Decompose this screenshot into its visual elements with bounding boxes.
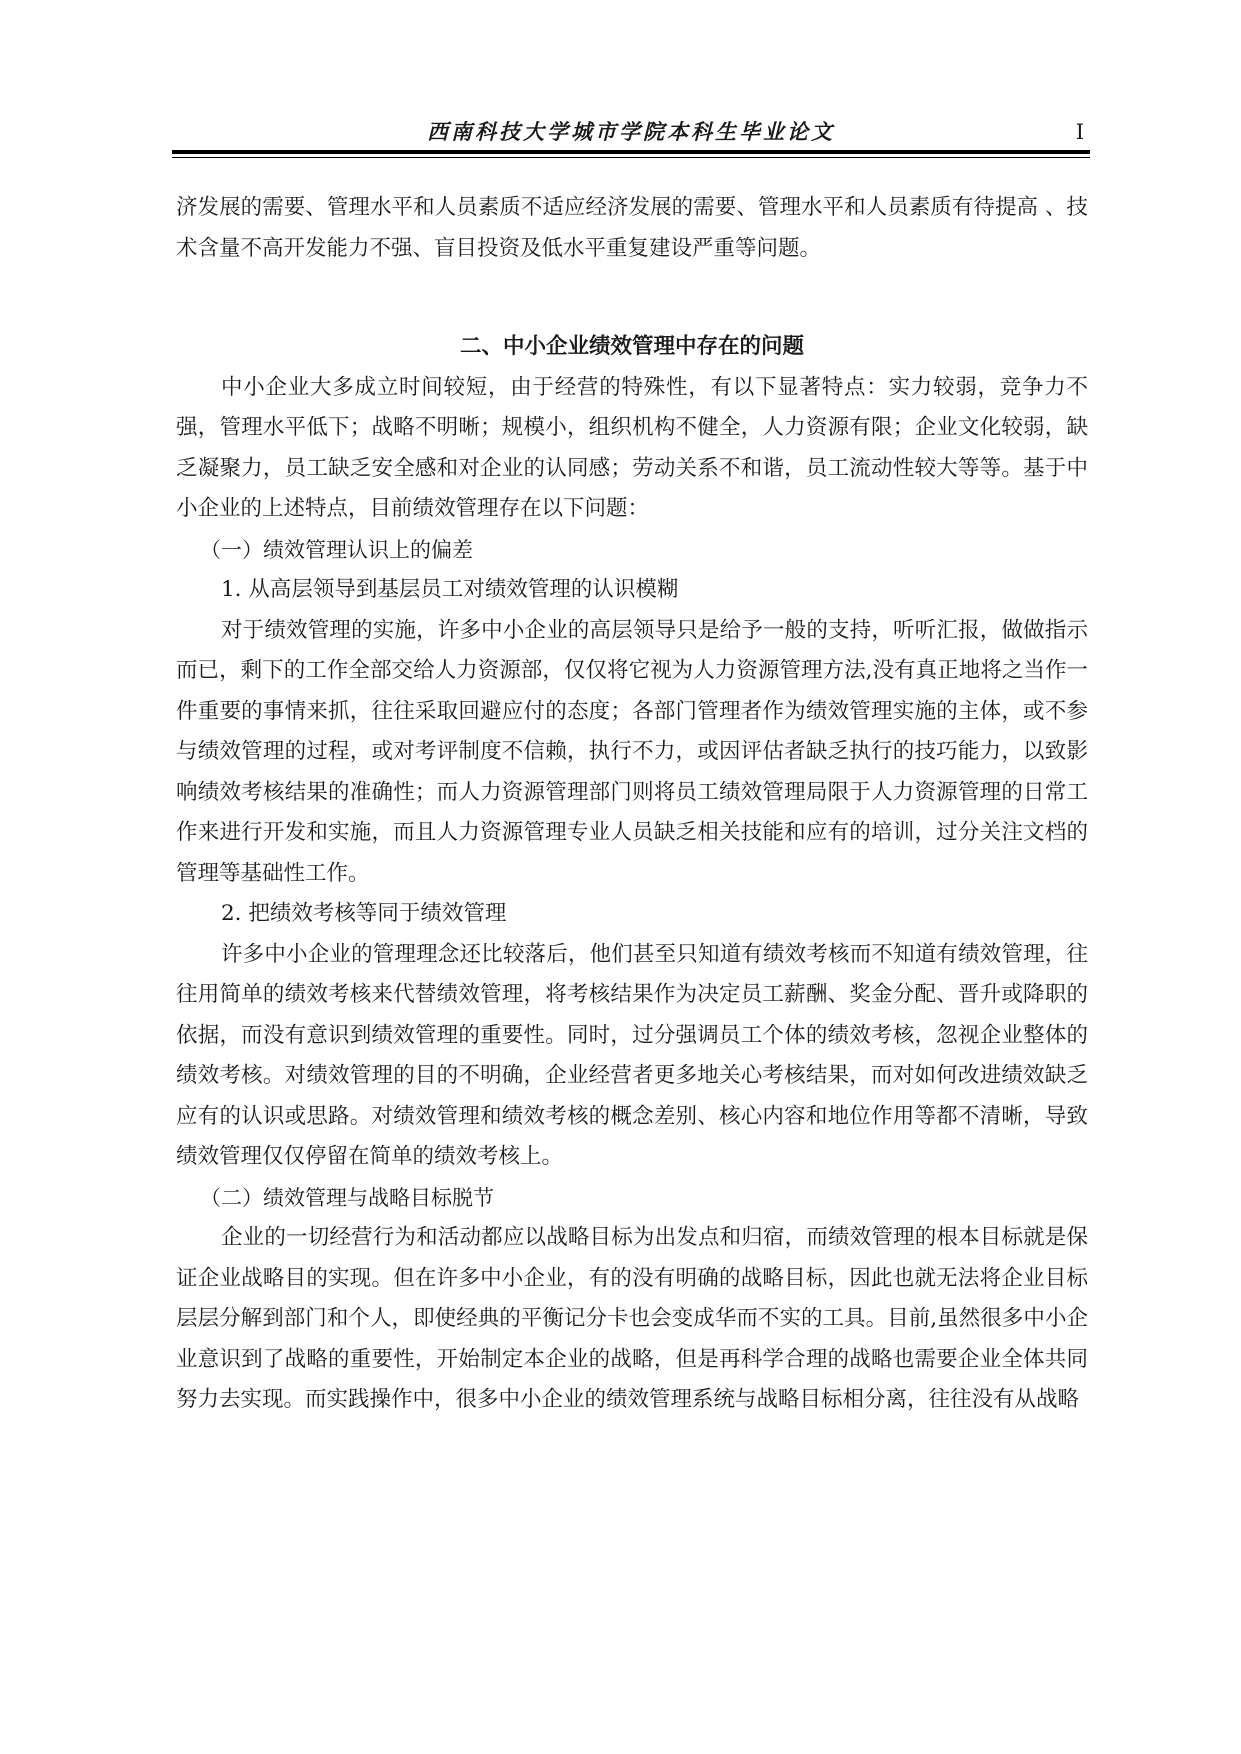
- page-number: I: [1075, 120, 1084, 144]
- item-paragraph-1: 对于绩效管理的实施，许多中小企业的高层领导只是给予一般的支持，听听汇报，做做指示而已，剩下的工作全部交给人力资源部，仅仅将它视为人力资源管理方法,没有真正地将之当作一件重要的事情来抓，往往采取回避应付的态度；各部门管理者作为绩效管理实施的主体，或不参与绩效管理的过程，或对考评制度不信赖，执行不力，或因评估者缺乏执行的技巧能力，以致影响绩效考核结果的准确性；而人力资源管理部门则将员工绩效管理局限于人力资源管理的日常工作来进行开发和实施，而且人力资源管理专业人员缺乏相关技能和应有的培训，过分关注文档的管理等基础性工作。: [176, 617, 1088, 886]
- intro-paragraph: 济发展的需要、管理水平和人员素质不适应经济发展的需要、管理水平和人员素质有待提高 、技术含量不高开发能力不强、盲目投资及低水平重复建设严重等问题。: [176, 195, 1088, 261]
- document-body: [176, 188, 1088, 1421]
- item-title-2: 2. 把绩效考核等同于绩效管理: [221, 901, 507, 926]
- section-title: 二、中小企业绩效管理中存在的问题: [459, 334, 804, 359]
- subsection-title-2: （二）绩效管理与战略目标脱节: [200, 1185, 494, 1210]
- item-title-1: 1. 从高层领导到基层员工对绩效管理的认识模糊: [221, 577, 679, 602]
- header-rule-thick: [172, 150, 1090, 154]
- item-paragraph-2: 许多中小企业的管理理念还比较落后，他们甚至只知道有绩效考核而不知道有绩效管理，往往用简单的绩效考核来代替绩效管理，将考核结果作为决定员工薪酬、奖金分配、晋升或降职的依据，而没有意识到绩效管理的重要性。同时，过分强调员工个体的绩效考核，忽视企业整体的绩效考核。对绩效管理的目的不明确，企业经营者更多地关心考核结果，而对如何改进绩效缺乏应有的认识或思路。对绩效管理和绩效考核的概念差别、核心内容和地位作用等都不清晰，导致绩效管理仅仅停留在简单的绩效考核上。: [176, 941, 1088, 1169]
- subsection-title-1: （一）绩效管理认识上的偏差: [200, 537, 473, 562]
- header-title: 西南科技大学城市学院本科生毕业论文: [427, 119, 835, 144]
- subsection-paragraph-2: 企业的一切经营行为和活动都应以战略目标为出发点和归宿，而绩效管理的根本目标就是保证企业战略目的实现。但在许多中小企业，有的没有明确的战略目标，因此也就无法将企业目标层层分解到部门和个人，即使经典的平衡记分卡也会变成华而不实的工具。目前,虽然很多中小企业意识到了战略的重要性，开始制定本企业的战略，但是再科学合理的战略也需要企业全体共同努力去实现。而实践操作中，很多中小企业的绩效管理系统与战略目标相分离，往往没有从战略: [176, 1225, 1088, 1412]
- header-rule-thin: [172, 157, 1090, 158]
- section-intro-paragraph: 中小企业大多成立时间较短，由于经营的特殊性，有以下显著特点：实力较弱，竞争力不强，管理水平低下；战略不明晰；规模小，组织机构不健全，人力资源有限；企业文化较弱，缺乏凝聚力，员工缺乏安全感和对企业的认同感；劳动关系不和谐，员工流动性较大等等。基于中小企业的上述特点，目前绩效管理存在以下问题：: [176, 374, 1088, 521]
- page-header: [172, 118, 1090, 148]
